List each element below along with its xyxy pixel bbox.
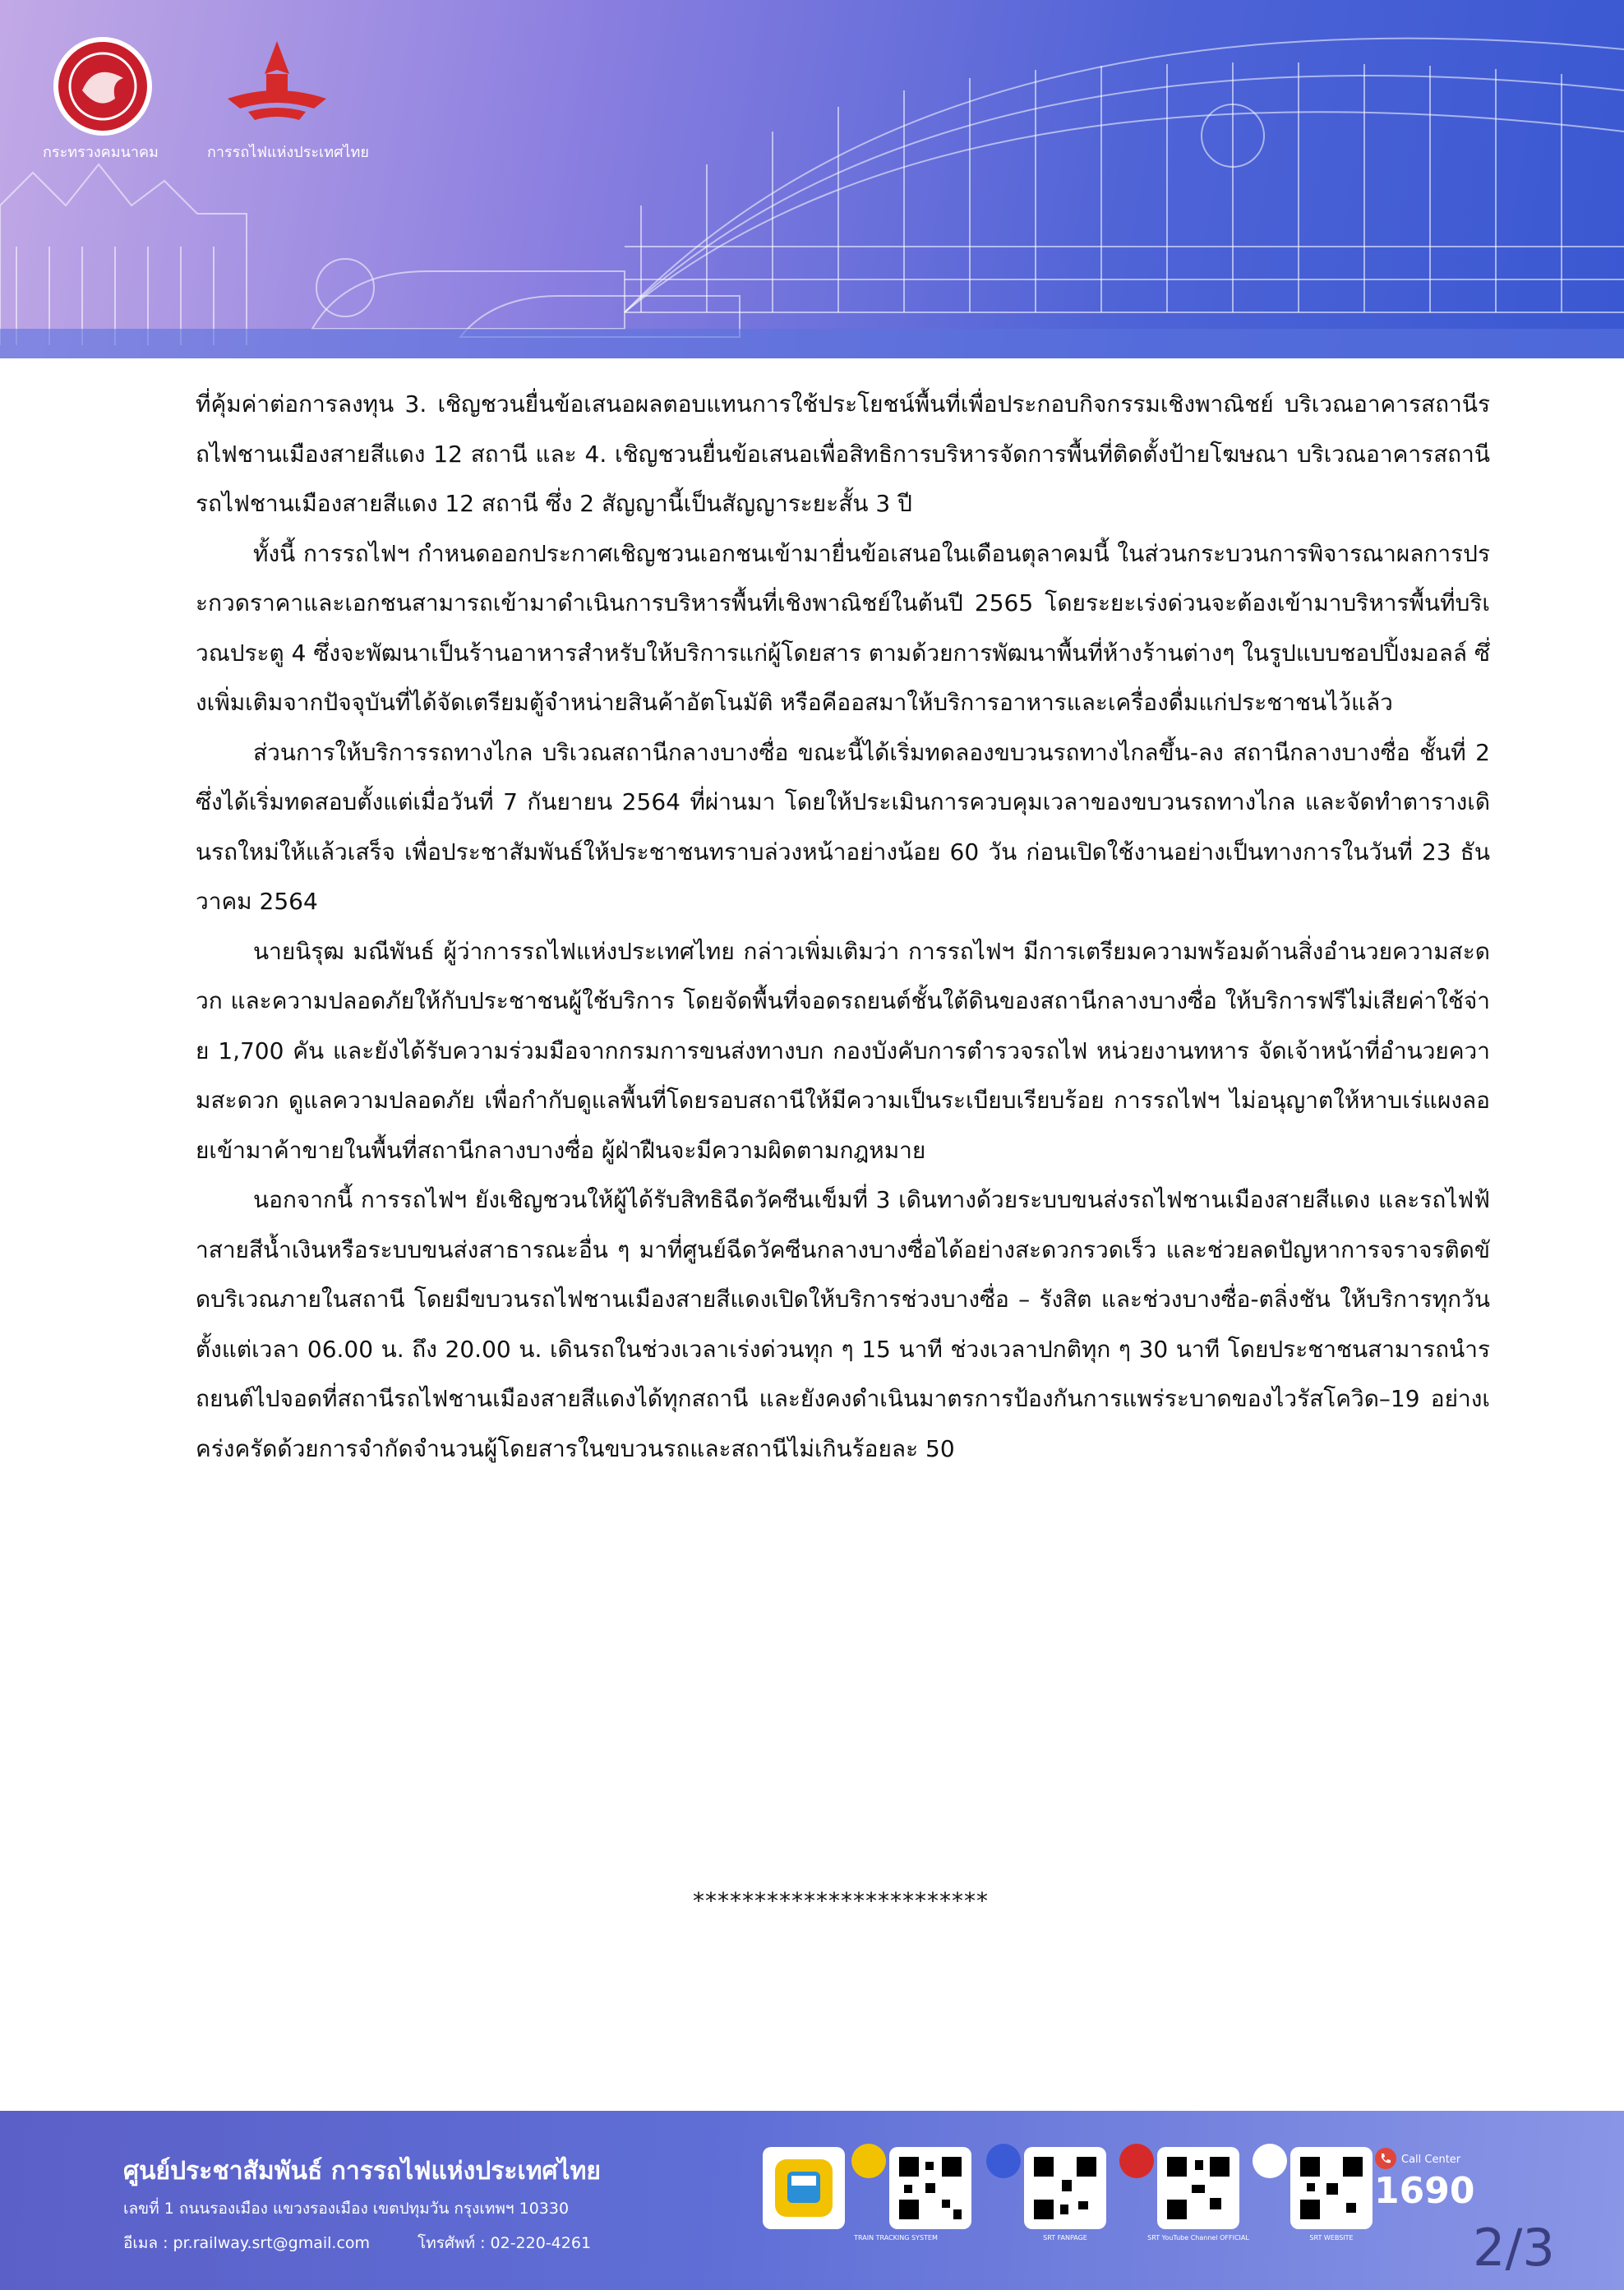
srt-logo xyxy=(224,33,330,140)
footer-banner xyxy=(0,2111,1624,2290)
srt-badge-icon xyxy=(851,2144,886,2178)
ministry-caption: กระทรวงคมนาคม xyxy=(43,144,159,161)
qr-code-icon xyxy=(1157,2147,1239,2229)
page-number: 2/3 xyxy=(1473,2218,1555,2278)
qr-code-icon xyxy=(1290,2147,1373,2229)
paragraph-1: ที่คุ้มค่าต่อการลงทุน 3. เชิญชวนยื่นข้อเสนอผลตอบแทนการใช้ประโยชน์พื้นที่เพื่อประกอบกิจกรรมเชิงพาณิชย์ บริเวณอาคารสถานีรถไฟชานเมืองสายสีแดง 12 สถานี และ 4. เชิญชวนยื่นข้อเสนอเพื่อสิทธิการบริหารจัดการพื้นที่ติดตั้งป้ายโฆษณา บริเวณอาคารสถานีรถไฟชานเมืองสายสีแดง 12 สถานี ซึ่ง 2 สัญญานี้เป็นสัญญาระยะสั้น 3 ปี xyxy=(196,390,1490,517)
footer-address: เลขที่ 1 ถนนรองเมือง แขวงรองเมือง เขตปทุมวัน กรุงเทพฯ 10330 xyxy=(123,2200,570,2218)
qr-code-tts[interactable] xyxy=(889,2147,971,2229)
youtube-icon xyxy=(1119,2144,1154,2178)
qr-caption-youtube: SRT YouTube Channel OFFICIAL xyxy=(1147,2234,1249,2242)
paragraph-3: ส่วนการให้บริการรถทางไกล บริเวณสถานีกลางบางซื่อ ขณะนี้ได้เริ่มทดลองขบวนรถทางไกลขึ้น-ลง สถานีกลางบางซื่อ ชั้นที่ 2 ซึ่งได้เริ่มทดสอบตั้งแต่เมื่อวันที่ 7 กันยายน 2564 ที่ผ่านมา โดยให้ประเมินการควบคุมเวลาของขบวนรถทางไกล และจัดทำตารางเดินรถใหม่ให้แล้วเสร็จ เพื่อประชาสัมพันธ์ให้ประชาชนทราบล่วงหน้าอย่างน้อย 60 วัน ก่อนเปิดใช้งานอย่างเป็นทางการในวันที่ 23 ธันวาคม 2564 xyxy=(196,738,1490,915)
qr-code-website[interactable] xyxy=(1290,2147,1373,2229)
paragraph-2: ทั้งนี้ การรถไฟฯ กำหนดออกประกาศเชิญชวนเอกชนเข้ามายื่นข้อเสนอในเดือนตุลาคมนี้ ในส่วนกระบวนการพิจารณาผลการประกวดราคาและเอกชนสามารถเข้ามาดำเนินการบริหารพื้นที่เชิงพาณิชย์ในต้นปี 2565 โดยระยะเร่งด่วนจะต้องเข้ามาบริหารพื้นที่บริเวณประตู 4 ซึ่งจะพัฒนาเป็นร้านอาหารสำหรับให้บริการแก่ผู้โดยสาร ตามด้วยการพัฒนาพื้นที่ห้างร้านต่างๆ ในรูปแบบชอปปิ้งมอลล์ ซึ่งเพิ่มเติมจากปัจจุบันที่ได้จัดเตรียมตู้จำหน่ายสินค้าอัตโนมัติ หรือคีออสมาให้บริการอาหารและเครื่องดื่มแก่ประชาชนไว้แล้ว xyxy=(196,539,1490,716)
footer-title: ศูนย์ประชาสัมพันธ์ การรถไฟแห่งประเทศไทย xyxy=(123,2157,602,2186)
qr-code-fanpage[interactable] xyxy=(1024,2147,1106,2229)
website-icon xyxy=(1253,2144,1287,2178)
call-center-label: Call Center xyxy=(1401,2154,1461,2166)
qr-caption-website: SRT WEBSITE xyxy=(1309,2234,1354,2242)
paragraph-4: นายนิรุฒ มณีพันธ์ ผู้ว่าการรถไฟแห่งประเทศไทย กล่าวเพิ่มเติมว่า การรถไฟฯ มีการเตรียมความพร้อมด้านสิ่งอำนวยความสะดวก และความปลอดภัยให้กับประชาชนผู้ใช้บริการ โดยจัดพื้นที่จอดรถยนต์ชั้นใต้ดินของสถานีกลางบางซื่อ ให้บริการฟรีไม่เสียค่าใช้จ่าย 1,700 คัน และยังได้รับความร่วมมือจากกรมการขนส่งทางบก กองบังคับการตำรวจรถไฟ หน่วยงานทหาร จัดเจ้าหน้าที่อำนวยความสะดวก ดูแลความปลอดภัย เพื่อกำกับดูแลพื้นที่โดยรอบสถานีให้มีความเป็นระเบียบเรียบร้อย การรถไฟฯ ไม่อนุญาตให้หาบเร่แผงลอยเข้ามาค้าขายในพื้นที่สถานีกลางบางซื่อ ผู้ฝ่าฝืนจะมีความผิดตามกฎหมาย xyxy=(196,937,1490,1164)
app-icon[interactable] xyxy=(763,2147,845,2229)
end-separator: ************************ xyxy=(693,1887,989,1914)
footer-contact xyxy=(123,2231,592,2255)
qr-caption-fanpage: SRT FANPAGE xyxy=(1043,2234,1087,2242)
call-center-number: 1690 xyxy=(1374,2170,1475,2212)
qr-caption-tts: TRAIN TRACKING SYSTEM xyxy=(854,2234,938,2242)
footer-email: อีเมล : pr.railway.srt@gmail.com xyxy=(123,2234,371,2252)
like-icon xyxy=(986,2144,1021,2178)
train-app-icon xyxy=(763,2147,845,2229)
srt-caption: การรถไฟแห่งประเทศไทย xyxy=(207,144,369,161)
ministry-logo xyxy=(49,33,156,140)
article-body xyxy=(196,380,1490,1474)
qr-code-icon xyxy=(889,2147,971,2229)
header-banner xyxy=(0,0,1624,358)
qr-code-youtube[interactable] xyxy=(1157,2147,1239,2229)
footer-phone: โทรศัพท์ : 02-220-4261 xyxy=(418,2234,592,2252)
qr-code-icon xyxy=(1024,2147,1106,2229)
paragraph-5: นอกจากนี้ การรถไฟฯ ยังเชิญชวนให้ผู้ได้รับสิทธิฉีดวัคซีนเข็มที่ 3 เดินทางด้วยระบบขนส่งรถไฟชานเมืองสายสีแดง และรถไฟฟ้าสายสีน้ำเงินหรือระบบขนส่งสาธารณะอื่น ๆ มาที่ศูนย์ฉีดวัคซีนกลางบางซื่อได้อย่างสะดวกรวดเร็ว และช่วยลดปัญหาการจราจรติดขัดบริเวณภายในสถานี โดยมีขบวนรถไฟชานเมืองสายสีแดงเปิดให้บริการช่วงบางซื่อ – รังสิต และช่วงบางซื่อ-ตลิ่งชัน ให้บริการทุกวัน ตั้งแต่เวลา 06.00 น. ถึง 20.00 น. เดินรถในช่วงเวลาเร่งด่วนทุก ๆ 15 นาที ช่วงเวลาปกติทุก ๆ 30 นาที โดยประชาชนสามารถนำรถยนต์ไปจอดที่สถานีรถไฟชานเมืองสายสีแดงได้ทุกสถานี และยังคงดำเนินมาตรการป้องกันการแพร่ระบาดของไวรัสโควิด–19 อย่างเคร่งครัดด้วยการจำกัดจำนวนผู้โดยสารในขบวนรถและสถานีไม่เกินร้อยละ 50 xyxy=(196,1186,1490,1462)
phone-icon xyxy=(1374,2147,1397,2170)
